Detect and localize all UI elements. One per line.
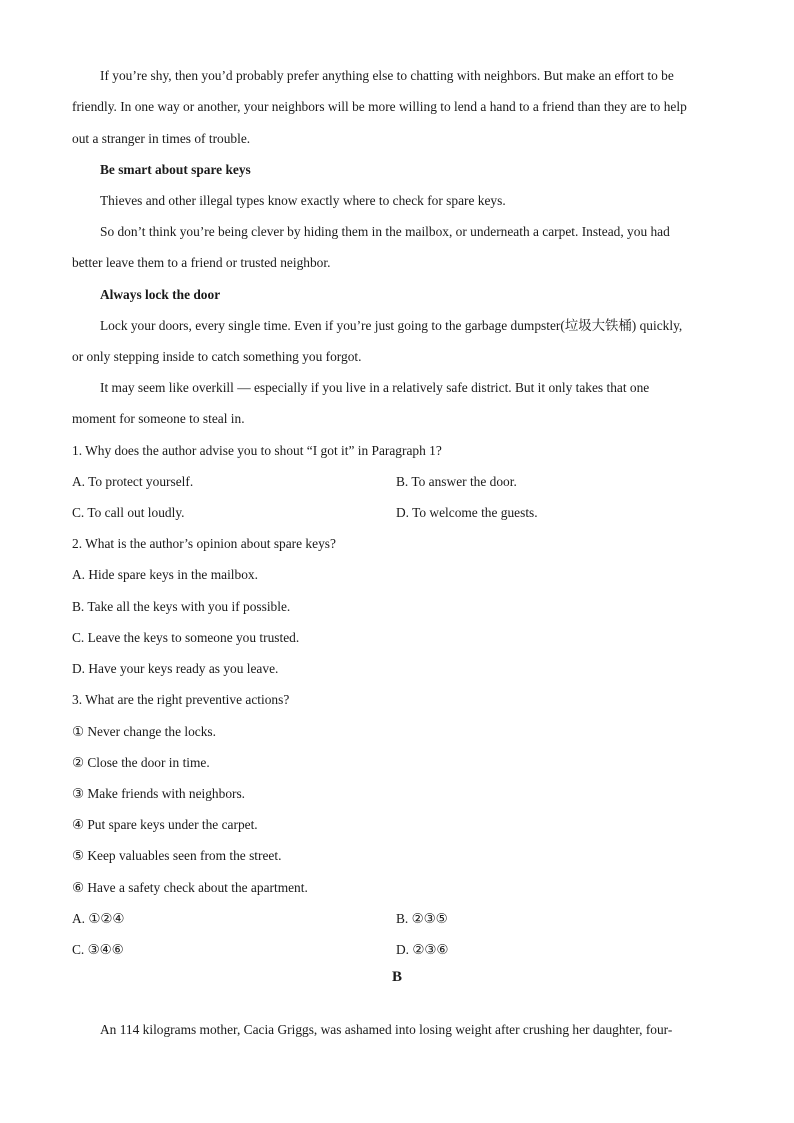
answer-option-d: D. To welcome the guests. xyxy=(396,505,538,520)
paragraph-line: better leave them to a friend or trusted neighbor. xyxy=(72,255,331,270)
answer-option-b: B. To answer the door. xyxy=(396,474,517,489)
paragraph-line: It may seem like overkill — especially if you live in a relatively safe district. But it only takes that one xyxy=(100,380,650,395)
paragraph-line: Lock your doors, every single time. Even if you’re just going to the garbage dumpster(垃圾大铁桶) quickly, xyxy=(100,318,683,333)
answer-option-b: B. Take all the keys with you if possible. xyxy=(72,599,291,614)
paragraph-line: out a stranger in times of trouble. xyxy=(72,131,251,146)
paragraph-line: or only stepping inside to catch something you forgot. xyxy=(72,349,362,364)
section-heading-spare-keys: Be smart about spare keys xyxy=(100,162,251,177)
paragraph-line: Thieves and other illegal types know exactly where to check for spare keys. xyxy=(100,193,506,208)
answer-option-c: C. Leave the keys to someone you trusted. xyxy=(72,630,300,645)
section-b-heading: B xyxy=(391,969,402,985)
answer-option-a: A. To protect yourself. xyxy=(72,474,194,489)
answer-option-a: A. ①②④ xyxy=(72,911,125,926)
paragraph-line: friendly. In one way or another, your neighbors will be more willing to lend a hand to a friend than they are to help xyxy=(72,99,687,114)
numbered-item: ② Close the door in time. xyxy=(72,755,210,770)
answer-option-b: B. ②③⑤ xyxy=(396,911,448,926)
paragraph-line: An 114 kilograms mother, Cacia Griggs, was ashamed into losing weight after crushing her daughter, four- xyxy=(100,1022,673,1037)
paragraph-line: So don’t think you’re being clever by hiding them in the mailbox, or underneath a carpet. Instead, you had xyxy=(100,224,670,239)
answer-option-d: D. ②③⑥ xyxy=(396,942,449,957)
section-heading-lock-door: Always lock the door xyxy=(100,287,221,302)
numbered-item: ① Never change the locks. xyxy=(72,724,216,739)
question-stem: 1. Why does the author advise you to shout “I got it” in Paragraph 1? xyxy=(72,443,442,458)
answer-option-d: D. Have your keys ready as you leave. xyxy=(72,661,279,676)
numbered-item: ⑤ Keep valuables seen from the street. xyxy=(72,848,282,863)
paragraph-line: If you’re shy, then you’d probably prefer anything else to chatting with neighbors. But make an effort to be xyxy=(100,68,674,83)
paragraph-line: moment for someone to steal in. xyxy=(72,411,245,426)
question-stem: 3. What are the right preventive actions? xyxy=(72,692,290,707)
numbered-item: ⑥ Have a safety check about the apartment. xyxy=(72,880,308,895)
answer-option-c: C. ③④⑥ xyxy=(72,942,124,957)
numbered-item: ④ Put spare keys under the carpet. xyxy=(72,817,258,832)
answer-option-a: A. Hide spare keys in the mailbox. xyxy=(72,567,258,582)
numbered-item: ③ Make friends with neighbors. xyxy=(72,786,246,801)
answer-option-c: C. To call out loudly. xyxy=(72,505,185,520)
question-stem: 2. What is the author’s opinion about spare keys? xyxy=(72,536,336,551)
